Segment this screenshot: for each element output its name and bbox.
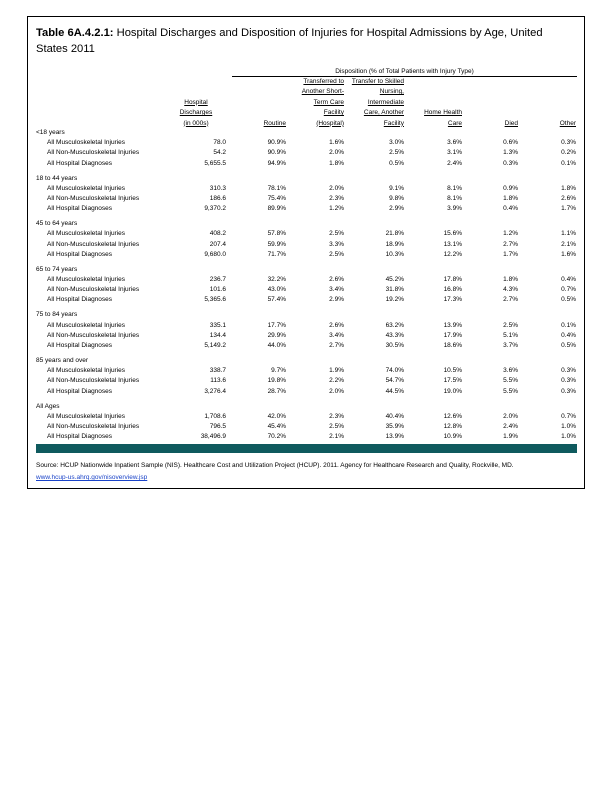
cell-value: 0.5% — [561, 342, 576, 349]
table-title-text: Hospital Discharges and Disposition of Injuries for Hospital Admissions by Age, United States 2011 — [36, 27, 543, 55]
table-row — [0, 341, 612, 350]
cell-value: 3.1% — [447, 149, 462, 157]
source-link[interactable]: www.hcup-us.ahrq.gov/nisoverview.jsp — [36, 474, 148, 481]
cell-value: 0.7% — [561, 412, 576, 420]
row-label: All Hospital Diagnoses — [47, 296, 113, 304]
table-row — [0, 250, 612, 259]
cell-value: 17.5% — [443, 377, 462, 385]
cell-value: 3.6% — [447, 139, 462, 147]
cell-value: 5,365.6 — [204, 296, 226, 304]
cell-value: 2.6% — [561, 195, 576, 202]
cell-value: 1.8% — [503, 276, 518, 283]
table-row — [0, 148, 612, 157]
column-header-line: Home Health — [424, 109, 462, 116]
column-header-line: (in 000s) — [183, 119, 209, 127]
cell-value: 0.3% — [503, 159, 518, 167]
cell-value: 2.7% — [329, 342, 344, 349]
cell-value: 1.8% — [503, 195, 518, 202]
cell-value: 2.6% — [329, 321, 344, 329]
table-row — [0, 240, 612, 249]
cell-value: 1.9% — [503, 433, 518, 441]
cell-value: 21.8% — [385, 230, 404, 238]
column-header-line: Intermediate — [367, 98, 404, 106]
cell-value: 236.7 — [209, 276, 226, 283]
cell-value: 54.2 — [213, 149, 226, 157]
cell-value: 94.9% — [267, 159, 286, 167]
table-row — [0, 432, 612, 441]
cell-value: 10.9% — [443, 433, 462, 441]
column-header — [334, 77, 404, 130]
cell-value: 3.7% — [503, 342, 518, 349]
column-header-line: Routine — [263, 119, 286, 127]
row-label: All Non-Musculoskeletal Injuries — [47, 195, 140, 202]
column-header-line: Other — [559, 119, 576, 127]
table-row — [0, 229, 612, 238]
table-row — [0, 275, 612, 284]
cell-value: 186.6 — [209, 195, 226, 202]
cell-value: 1.8% — [329, 159, 344, 167]
footer-bar — [36, 444, 577, 453]
cell-value: 16.8% — [443, 286, 462, 294]
row-label: All Musculoskeletal Injuries — [47, 321, 126, 329]
cell-value: 12.8% — [443, 423, 462, 430]
cell-value: 3.4% — [329, 286, 344, 294]
cell-value: 45.2% — [385, 276, 404, 283]
cell-value: 44.5% — [385, 387, 404, 395]
cell-value: 101.6 — [209, 286, 226, 294]
age-group-label: 45 to 64 years — [36, 220, 78, 228]
cell-value: 2.5% — [503, 321, 518, 329]
column-header-line: Care, Another — [363, 109, 404, 116]
cell-value: 1.7% — [503, 250, 518, 258]
cell-value: 45.4% — [267, 423, 286, 430]
cell-value: 13.9% — [385, 433, 404, 441]
cell-value: 57.4% — [267, 296, 286, 304]
column-header-line: Hospital — [184, 98, 208, 106]
cell-value: 134.4 — [209, 331, 226, 339]
table-row — [0, 412, 612, 421]
cell-value: 13.1% — [443, 240, 462, 248]
cell-value: 28.7% — [267, 387, 286, 395]
column-header — [236, 119, 286, 130]
cell-value: 9.1% — [389, 184, 404, 192]
cell-value: 3,276.4 — [204, 387, 226, 395]
cell-value: 9,680.0 — [204, 250, 226, 258]
row-label: All Non-Musculoskeletal Injuries — [47, 240, 140, 248]
row-label: All Non-Musculoskeletal Injuries — [47, 286, 140, 294]
cell-value: 0.7% — [561, 286, 576, 294]
column-header-line: Nursing, — [379, 88, 404, 95]
cell-value: 2.5% — [329, 423, 344, 430]
cell-value: 18.9% — [385, 240, 404, 248]
cell-value: 408.2 — [209, 230, 226, 238]
table-row — [0, 331, 612, 340]
column-header — [402, 108, 462, 129]
row-label: All Hospital Diagnoses — [47, 205, 113, 213]
row-label: All Non-Musculoskeletal Injuries — [47, 423, 140, 430]
row-label: All Hospital Diagnoses — [47, 387, 113, 395]
cell-value: 2.6% — [329, 276, 344, 283]
row-label: All Hospital Diagnoses — [47, 159, 113, 167]
table-row — [0, 376, 612, 385]
cell-value: 2.4% — [447, 159, 462, 167]
cell-value: 2.5% — [389, 149, 404, 157]
cell-value: 1,708.6 — [204, 412, 226, 420]
column-header — [166, 98, 226, 130]
cell-value: 43.0% — [267, 286, 286, 294]
row-label: All Non-Musculoskeletal Injuries — [47, 331, 140, 339]
column-header-line: Care — [447, 119, 462, 127]
cell-value: 1.6% — [561, 250, 576, 258]
cell-value: 5,149.2 — [204, 342, 226, 349]
cell-value: 0.4% — [561, 276, 576, 283]
cell-value: 338.7 — [209, 367, 226, 375]
age-group-label: 18 to 44 years — [36, 174, 78, 182]
cell-value: 31.8% — [385, 286, 404, 294]
column-header-line: Discharges — [179, 109, 213, 116]
source-text: Source: HCUP Nationwide Inpatient Sample (NIS). Healthcare Cost and Utilization Project (HCUP). 2011. Agency for Healthcare Research and Quality, Rockville, MD. — [36, 462, 514, 469]
column-header-line: Facility — [383, 119, 404, 127]
cell-value: 5,655.5 — [204, 159, 226, 167]
cell-value: 1.9% — [329, 367, 344, 375]
cell-value: 63.2% — [385, 321, 404, 329]
cell-value: 0.3% — [561, 387, 576, 395]
cell-value: 2.3% — [329, 412, 344, 420]
cell-value: 18.6% — [443, 342, 462, 349]
cell-value: 44.0% — [267, 342, 286, 349]
cell-value: 78.1% — [267, 184, 286, 192]
cell-value: 57.8% — [267, 230, 286, 238]
cell-value: 59.9% — [267, 240, 286, 248]
cell-value: 43.3% — [385, 331, 404, 339]
cell-value: 74.0% — [385, 367, 404, 375]
cell-value: 2.7% — [503, 296, 518, 304]
cell-value: 9.7% — [271, 367, 286, 375]
cell-value: 310.3 — [209, 184, 226, 192]
cell-value: 40.4% — [385, 412, 404, 420]
column-header-line: Term Care — [313, 98, 344, 106]
cell-value: 1.2% — [329, 205, 344, 213]
table-row — [0, 295, 612, 304]
row-label: All Musculoskeletal Injuries — [47, 276, 126, 283]
table-row — [0, 387, 612, 396]
cell-value: 10.5% — [443, 367, 462, 375]
row-label: All Musculoskeletal Injuries — [47, 184, 126, 192]
table-row — [0, 159, 612, 168]
cell-value: 32.2% — [267, 276, 286, 283]
cell-value: 0.6% — [503, 139, 518, 147]
row-label: All Non-Musculoskeletal Injuries — [47, 149, 140, 157]
cell-value: 9,370.2 — [204, 205, 226, 213]
cell-value: 19.2% — [385, 296, 404, 304]
cell-value: 12.2% — [443, 250, 462, 258]
cell-value: 5.1% — [503, 331, 518, 339]
cell-value: 2.3% — [329, 195, 344, 202]
cell-value: 335.1 — [209, 321, 226, 329]
cell-value: 89.9% — [267, 205, 286, 213]
row-label: All Non-Musculoskeletal Injuries — [47, 377, 140, 385]
cell-value: 75.4% — [267, 195, 286, 202]
cell-value: 15.6% — [443, 230, 462, 238]
row-label: All Hospital Diagnoses — [47, 250, 113, 258]
column-header-line: Another Short- — [301, 88, 344, 95]
disposition-header: Disposition (% of Total Patients with Injury Type) — [335, 68, 474, 75]
cell-value: 1.0% — [561, 423, 576, 430]
cell-value: 19.8% — [267, 377, 286, 385]
cell-value: 90.9% — [267, 139, 286, 147]
cell-value: 207.4 — [209, 240, 226, 248]
cell-value: 0.1% — [561, 159, 576, 167]
cell-value: 0.2% — [561, 149, 576, 157]
cell-value: 0.3% — [561, 367, 576, 375]
column-header-line: Died — [504, 119, 518, 127]
table-row — [0, 285, 612, 294]
cell-value: 8.1% — [447, 184, 462, 192]
column-header-line: Facility — [323, 109, 344, 116]
cell-value: 2.7% — [503, 240, 518, 248]
cell-value: 0.3% — [561, 139, 576, 147]
cell-value: 3.6% — [503, 367, 518, 375]
cell-value: 1.7% — [561, 205, 576, 213]
cell-value: 2.0% — [329, 149, 344, 157]
cell-value: 0.1% — [561, 321, 576, 329]
cell-value: 0.4% — [561, 331, 576, 339]
table-row — [0, 184, 612, 193]
cell-value: 12.6% — [443, 412, 462, 420]
age-group-label: <18 years — [36, 129, 65, 136]
table-row — [0, 204, 612, 213]
cell-value: 70.2% — [267, 433, 286, 441]
cell-value: 13.9% — [443, 321, 462, 329]
cell-value: 90.9% — [267, 149, 286, 157]
cell-value: 71.7% — [267, 250, 286, 258]
cell-value: 17.8% — [443, 276, 462, 283]
cell-value: 17.9% — [443, 331, 462, 339]
cell-value: 2.9% — [329, 296, 344, 304]
cell-value: 5.5% — [503, 387, 518, 395]
cell-value: 0.4% — [503, 205, 518, 213]
cell-value: 1.0% — [561, 433, 576, 441]
cell-value: 2.0% — [329, 184, 344, 192]
table-row — [0, 321, 612, 330]
cell-value: 10.3% — [385, 250, 404, 258]
cell-value: 2.4% — [503, 423, 518, 430]
cell-value: 1.3% — [503, 149, 518, 157]
age-group-label: 85 years and over — [36, 357, 89, 364]
cell-value: 1.8% — [561, 184, 576, 192]
cell-value: 9.8% — [389, 195, 404, 202]
table-title — [36, 25, 576, 57]
source-note — [36, 460, 584, 484]
column-header-line: (Hospital) — [316, 119, 344, 127]
cell-value: 2.5% — [329, 230, 344, 238]
table-row — [0, 366, 612, 375]
table-row — [0, 422, 612, 431]
row-label: All Musculoskeletal Injuries — [47, 230, 126, 238]
cell-value: 0.5% — [561, 296, 576, 304]
table-row — [0, 138, 612, 147]
cell-value: 1.1% — [561, 230, 576, 238]
cell-value: 42.0% — [267, 412, 286, 420]
cell-value: 4.3% — [503, 286, 518, 294]
row-label: All Musculoskeletal Injuries — [47, 412, 126, 420]
cell-value: 796.5 — [209, 423, 226, 430]
cell-value: 19.0% — [443, 387, 462, 395]
cell-value: 17.3% — [443, 296, 462, 304]
cell-value: 2.0% — [329, 387, 344, 395]
cell-value: 0.5% — [389, 159, 404, 167]
row-label: All Musculoskeletal Injuries — [47, 367, 126, 375]
cell-value: 113.6 — [210, 377, 226, 385]
column-header-line: Transferred to — [303, 77, 344, 85]
row-label: All Hospital Diagnoses — [47, 433, 113, 441]
cell-value: 35.9% — [385, 423, 404, 430]
row-label: All Hospital Diagnoses — [47, 342, 113, 349]
age-group-label: 65 to 74 years — [36, 265, 78, 273]
cell-value: 1.6% — [329, 139, 344, 147]
cell-value: 0.9% — [503, 184, 518, 192]
cell-value: 2.2% — [329, 377, 344, 385]
table-number: Table 6A.4.2.1: — [36, 27, 114, 39]
cell-value: 2.1% — [329, 433, 344, 441]
cell-value: 2.9% — [389, 205, 404, 213]
cell-value: 2.5% — [329, 250, 344, 258]
cell-value: 0.3% — [561, 377, 576, 385]
row-label: All Musculoskeletal Injuries — [47, 139, 126, 147]
cell-value: 1.2% — [503, 230, 518, 238]
cell-value: 30.5% — [385, 342, 404, 349]
column-header-line: Transfer to Skilled — [351, 77, 404, 85]
cell-value: 38,496.9 — [200, 433, 226, 441]
cell-value: 29.9% — [267, 331, 286, 339]
age-group-label: 75 to 84 years — [36, 311, 78, 319]
cell-value: 8.1% — [447, 195, 462, 202]
column-header — [536, 119, 576, 130]
cell-value: 3.9% — [447, 205, 462, 213]
age-group-label: All Ages — [36, 402, 60, 410]
cell-value: 54.7% — [385, 377, 404, 385]
cell-value: 2.0% — [503, 412, 518, 420]
cell-value: 2.1% — [561, 240, 576, 248]
table-row — [0, 194, 612, 203]
cell-value: 3.0% — [389, 139, 404, 147]
cell-value: 5.5% — [503, 377, 518, 385]
column-header — [478, 119, 518, 130]
cell-value: 17.7% — [267, 321, 286, 329]
cell-value: 78.0 — [213, 139, 226, 147]
cell-value: 3.4% — [329, 331, 344, 339]
cell-value: 3.3% — [329, 240, 344, 248]
